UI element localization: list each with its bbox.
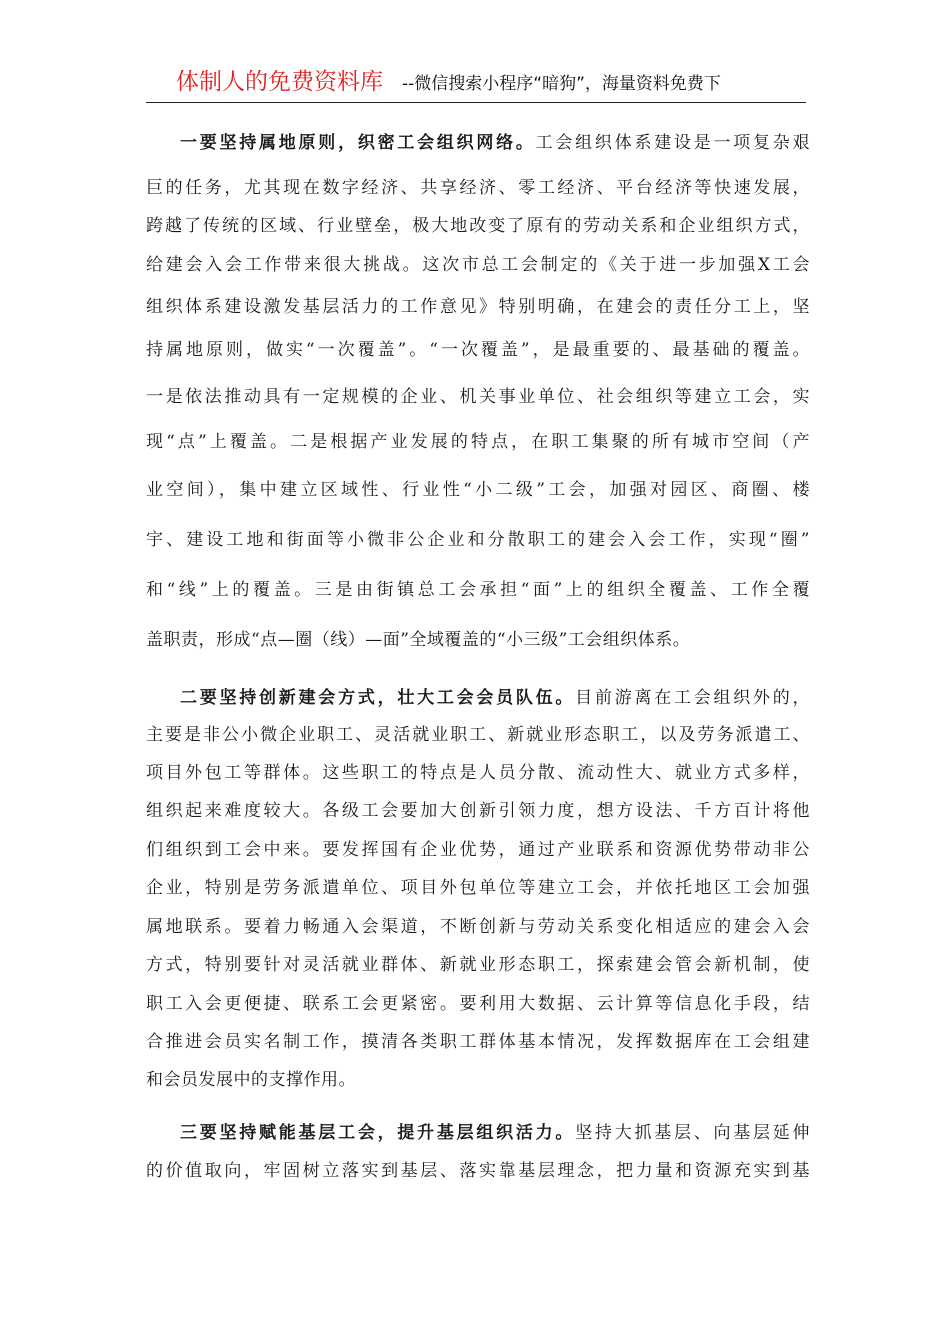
paragraph-2-line-9: 职工入会更便捷、联系工会更紧密。要利用大数据、云计算等信息化手段，结 [146, 994, 810, 1014]
paragraph-1-line-11: 和“线”上的覆盖。三是由街镇总工会承担“面”上的组织全覆盖、工作全覆 [146, 580, 810, 600]
paragraph-1-line-2: 巨的任务，尤其现在数字经济、共享经济、零工经济、平台经济等快速发展， [146, 178, 810, 198]
paragraph-2-line-4: 组织起来难度较大。各级工会要加大创新引领力度，想方设法、千方百计将他 [146, 801, 810, 821]
paragraph-1-line-7: 一是依法推动具有一定规模的企业、机关事业单位、社会组织等建立工会，实 [146, 387, 810, 407]
paragraph-1-line-3: 跨越了传统的区域、行业壁垒，极大地改变了原有的劳动关系和企业组织方式， [146, 216, 810, 236]
paragraph-2-line-11: 和会员发展中的支撑作用。 [146, 1070, 356, 1090]
paragraph-2-lead: 二要坚持创新建会方式，壮大工会会员队伍。 [180, 688, 576, 708]
paragraph-2-line-5: 们组织到工会中来。要发挥国有企业优势，通过产业联系和资源优势带动非公 [146, 840, 810, 860]
paragraph-2-line-7: 属地联系。要着力畅通入会渠道，不断创新与劳动关系变化相适应的建会入会 [146, 917, 810, 937]
paragraph-1-line-8: 现“点”上覆盖。二是根据产业发展的特点，在职工集聚的所有城市空间（产 [146, 432, 810, 452]
paragraph-3-text: 坚持大抓基层、向基层延伸 [575, 1123, 811, 1143]
paragraph-2-line-3: 项目外包工等群体。这些职工的特点是人员分散、流动性大、就业方式多样， [146, 763, 810, 783]
paragraph-2-line-2: 主要是非公小微企业职工、灵活就业职工、新就业形态职工，以及劳务派遣工、 [146, 725, 810, 745]
paragraph-2-line-1 [180, 686, 810, 710]
paragraph-1-line-4: 给建会入会工作带来很大挑战。这次市总工会制定的《关于进一步加强X工会 [146, 255, 810, 275]
paragraph-1-line-9: 业空间），集中建立区域性、行业性“小二级”工会，加强对园区、商圈、楼 [146, 480, 810, 500]
header-brand: 体制人的免费资料库 [176, 69, 383, 95]
paragraph-1-line-1 [180, 131, 810, 155]
paragraph-1-line-12: 盖职责，形成“点—圈（线）—面”全域覆盖的“小三级”工会组织体系。 [146, 630, 691, 650]
page-header [146, 64, 806, 103]
paragraph-2-line-8: 方式，特别要针对灵活就业群体、新就业形态职工，探索建会管会新机制，使 [146, 955, 810, 975]
paragraph-3-line-2: 的价值取向，牢固树立落实到基层、落实靠基层理念，把力量和资源充实到基 [146, 1161, 810, 1181]
paragraph-2-line-10: 合推进会员实名制工作，摸清各类职工群体基本情况，发挥数据库在工会组建 [146, 1032, 810, 1052]
paragraph-1-line-6: 持属地原则，做实“一次覆盖”。“一次覆盖”，是最重要的、最基础的覆盖。 [146, 340, 810, 360]
header-note: --微信搜索小程序“暗狗”，海量资料免费下 [402, 74, 721, 94]
paragraph-3-line-1 [180, 1121, 810, 1145]
paragraph-3-lead: 三要坚持赋能基层工会，提升基层组织活力。 [180, 1123, 576, 1143]
paragraph-2-line-6: 企业，特别是劳务派遣单位、项目外包单位等建立工会，并依托地区工会加强 [146, 878, 810, 898]
paragraph-1-lead: 一要坚持属地原则，织密工会组织网络。 [180, 133, 536, 153]
paragraph-1-line-5: 组织体系建设激发基层活力的工作意见》特别明确，在建会的责任分工上，坚 [146, 297, 810, 317]
paragraph-1-text: 工会组织体系建设是一项复杂艰 [535, 133, 811, 153]
paragraph-1-line-10: 宇、建设工地和街面等小微非公企业和分散职工的建会入会工作，实现“圈” [146, 530, 810, 550]
paragraph-2-text: 目前游离在工会组织外的， [575, 688, 811, 708]
